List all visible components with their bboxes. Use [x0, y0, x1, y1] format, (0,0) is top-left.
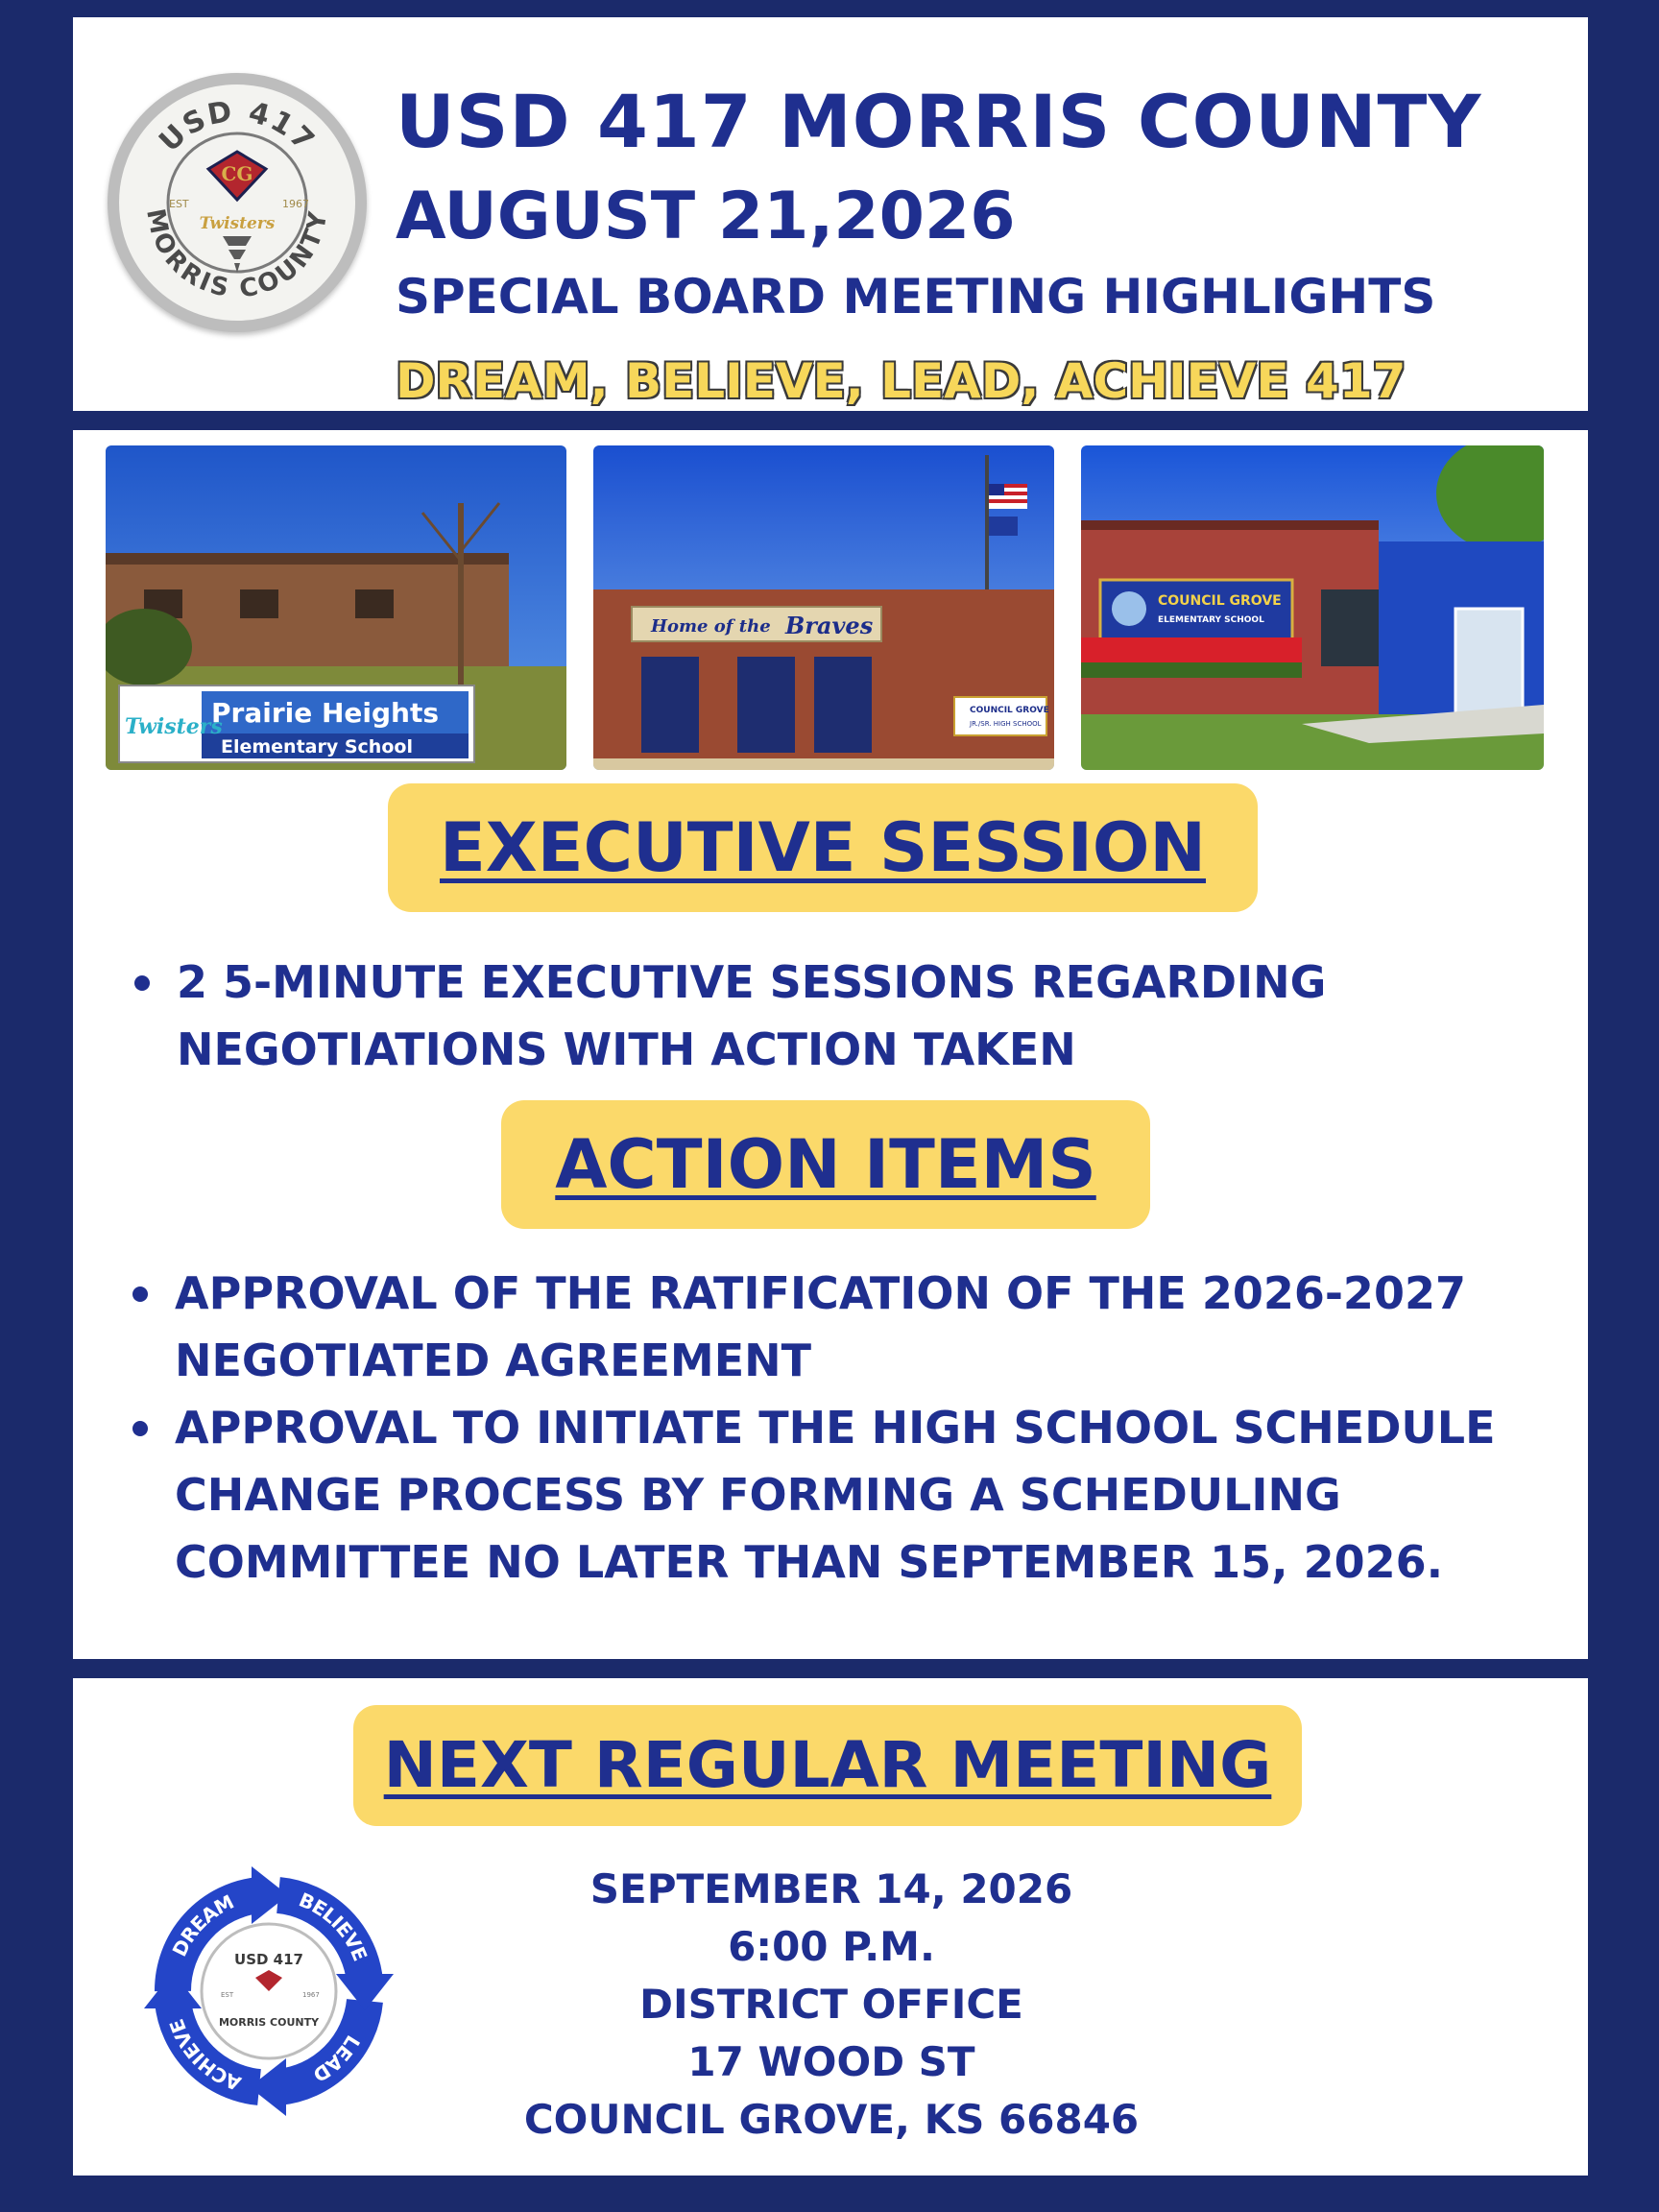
next-meeting-time: 6:00 P.M. — [728, 1923, 935, 1970]
header-panel — [73, 17, 1588, 411]
seal-monogram: CG — [221, 162, 253, 185]
state-flag-icon — [989, 517, 1018, 536]
page-subtitle: SPECIAL BOARD MEETING HIGHLIGHTS — [396, 269, 1436, 325]
prairie-heights-sign-line1: Prairie Heights — [211, 697, 440, 729]
action-items-list — [123, 1260, 1573, 1596]
cycle-word-dream: DREAM — [167, 1889, 238, 1960]
seal-year-text: 1967 — [282, 198, 309, 210]
executive-session-list — [125, 949, 1546, 1083]
svg-text:USD 417 — [153, 94, 322, 158]
action-items-heading: ACTION ITEMS — [501, 1100, 1150, 1229]
footer-panel — [73, 1678, 1588, 2176]
prairie-heights-photo — [106, 445, 566, 770]
cycle-word-achieve: ACHIEVE — [164, 2015, 245, 2096]
next-meeting-details — [495, 1861, 1167, 2149]
seal-bottom-text: MORRIS COUNTY — [140, 206, 334, 304]
braves-sign-left: Home of the — [651, 616, 771, 637]
prairie-heights-sign-line2: Elementary School — [221, 736, 413, 757]
cycle-year-text: 1967 — [302, 1991, 320, 1999]
cycle-center-top: USD 417 — [234, 1951, 303, 1968]
next-meeting-street: 17 WOOD ST — [687, 2038, 975, 2085]
cycle-word-lead: LEAD — [308, 2031, 365, 2087]
next-meeting-city: COUNCIL GROVE, KS 66846 — [523, 2096, 1140, 2143]
executive-session-heading: EXECUTIVE SESSION — [388, 783, 1258, 912]
cycle-word-believe: BELIEVE — [295, 1887, 373, 1965]
arrowhead-icon — [208, 152, 266, 200]
council-grove-sign-line2: ELEMENTARY SCHOOL — [1158, 615, 1264, 625]
next-meeting-location: DISTRICT OFFICE — [639, 1981, 1023, 2028]
braves-sign-right: Braves — [785, 612, 874, 639]
mascot-icon — [1112, 591, 1146, 626]
braves-school-photo — [593, 445, 1054, 770]
cycle-est-text: EST — [221, 1991, 234, 1999]
dream-believe-lead-achieve-logo — [134, 1857, 403, 2126]
next-meeting-date: SEPTEMBER 14, 2026 — [589, 1865, 1073, 1912]
page-title: USD 417 MORRIS COUNTY — [396, 79, 1482, 164]
braves-plaque-line1: COUNCIL GROVE — [970, 706, 1049, 715]
meeting-date: AUGUST 21,2026 — [396, 179, 1016, 254]
district-seal-logo — [108, 73, 367, 332]
main-panel — [73, 430, 1588, 1659]
seal-mascot-text: Twisters — [199, 214, 276, 233]
tornado-icon — [223, 236, 252, 273]
seal-est-text: EST — [169, 198, 189, 210]
council-grove-sign-line1: COUNCIL GROVE — [1158, 593, 1282, 609]
braves-plaque-line2: JR./SR. HIGH SCHOOL — [970, 720, 1042, 728]
list-item: 2 5-MINUTE EXECUTIVE SESSIONS REGARDING NEGOTIATIONS WITH ACTION TAKEN — [125, 949, 1546, 1083]
list-item: APPROVAL OF THE RATIFICATION OF THE 2026-2027 NEGOTIATED AGREEMENT — [123, 1260, 1573, 1394]
cycle-center-bottom: MORRIS COUNTY — [218, 2016, 320, 2029]
prairie-heights-sign-script: Twisters — [125, 714, 223, 739]
next-meeting-heading: NEXT REGULAR MEETING — [353, 1705, 1302, 1826]
american-flag-icon — [989, 484, 1027, 509]
seal-top-text: USD 417 — [153, 94, 323, 159]
district-motto: DREAM, BELIEVE, LEAD, ACHIEVE 417 — [396, 353, 1407, 409]
council-grove-elementary-photo — [1081, 445, 1544, 770]
list-item: APPROVAL TO INITIATE THE HIGH SCHOOL SCHEDULE CHANGE PROCESS BY FORMING A SCHEDULING COMMITTEE NO LATER THAN SEPTEMBER 15, 2026. — [123, 1394, 1573, 1596]
